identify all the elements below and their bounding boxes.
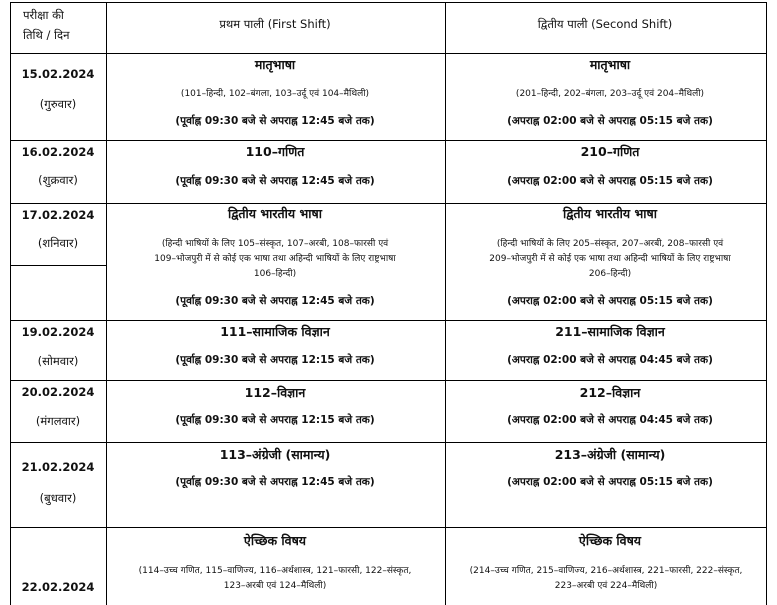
row-divider <box>10 203 767 204</box>
first-shift-subject: ऐच्छिक विषय <box>243 533 307 548</box>
first-shift-codes: (101–हिन्दी, 102–बंगला, 103–उर्दू एवं 104–मैथिली) <box>180 89 370 99</box>
second-shift-subject: 210–गणित <box>580 144 640 159</box>
second-shift-subject: 211–सामाजिक विज्ञान <box>555 324 665 339</box>
row-divider <box>10 140 767 141</box>
row-divider-partial <box>10 265 106 266</box>
first-shift-codes-line2: 109–भोजपुरी में से कोई एक भाषा तथा अहिन्दी भाषियों के लिए राष्ट्रभाषा <box>154 254 396 264</box>
second-shift-time: (अपराह्न 02:00 बजे से अपराह्न 05:15 बजे तक) <box>507 115 713 127</box>
header-date-col-line2: तिथि / दिन <box>23 28 70 42</box>
first-shift-time: (पूर्वाह्न 09:30 बजे से अपराह्न 12:45 बजे तक) <box>175 115 375 127</box>
header-first-shift: प्रथम पाली (First Shift) <box>219 17 331 31</box>
second-shift-time: (अपराह्न 02:00 बजे से अपराह्न 05:15 बजे तक) <box>507 175 713 187</box>
second-shift-codes-line2: 209–भोजपुरी में से कोई एक भाषा तथा अहिन्दी भाषियों के लिए राष्ट्रभाषा <box>489 254 731 264</box>
second-shift-subject: मातृभाषा <box>589 57 631 72</box>
header-second-shift: द्वितीय पाली (Second Shift) <box>537 17 673 31</box>
first-shift-subject: द्वितीय भारतीय भाषा <box>228 206 322 221</box>
first-shift-subject: 110–गणित <box>245 144 305 159</box>
row-divider <box>10 442 767 443</box>
exam-date: 16.02.2024 <box>21 145 95 159</box>
exam-day: (बुधवार) <box>39 491 77 505</box>
second-shift-subject: 213–अंग्रेजी (सामान्य) <box>554 447 666 462</box>
first-shift-time: (पूर्वाह्न 09:30 बजे से अपराह्न 12:15 बजे तक) <box>175 414 375 426</box>
exam-date: 22.02.2024 <box>21 580 95 594</box>
exam-date: 21.02.2024 <box>21 460 95 474</box>
second-shift-time: (अपराह्न 02:00 बजे से अपराह्न 05:15 बजे तक) <box>507 295 713 307</box>
first-shift-codes-line2: 123–अरबी एवं 124–मैथिली) <box>223 581 327 591</box>
exam-day: (मंगलवार) <box>35 414 81 428</box>
first-shift-subject: 113–अंग्रेजी (सामान्य) <box>219 447 331 462</box>
row-divider <box>10 53 767 54</box>
row-divider <box>10 320 767 321</box>
exam-day: (शनिवार) <box>37 236 79 250</box>
first-shift-time: (पूर्वाह्न 09:30 बजे से अपराह्न 12:15 बजे तक) <box>175 354 375 366</box>
second-shift-time: (अपराह्न 02:00 बजे से अपराह्न 05:15 बजे तक) <box>507 476 713 488</box>
exam-date: 17.02.2024 <box>21 208 95 222</box>
header-date-col-line1: परीक्षा की <box>23 8 64 22</box>
row-divider <box>10 527 767 528</box>
first-shift-codes-line1: (114–उच्च गणित, 115–वाणिज्य, 116–अर्थशास्त्र, 121–फारसी, 122–संस्कृत, <box>138 566 412 576</box>
first-shift-time: (पूर्वाह्न 09:30 बजे से अपराह्न 12:45 बजे तक) <box>175 476 375 488</box>
column-divider-2 <box>445 2 446 605</box>
exam-date: 15.02.2024 <box>21 67 95 81</box>
second-shift-codes-line1: (हिन्दी भाषियों के लिए 205–संस्कृत, 207–अरबी, 208–फारसी एवं <box>496 239 724 249</box>
first-shift-time: (पूर्वाह्न 09:30 बजे से अपराह्न 12:45 बजे तक) <box>175 295 375 307</box>
second-shift-subject: द्वितीय भारतीय भाषा <box>563 206 657 221</box>
exam-day: (शुक्रवार) <box>38 173 78 187</box>
exam-day: (सोमवार) <box>37 354 79 368</box>
first-shift-subject: 112–विज्ञान <box>244 385 306 400</box>
second-shift-subject: ऐच्छिक विषय <box>578 533 642 548</box>
table-border-left <box>10 2 11 605</box>
first-shift-subject: मातृभाषा <box>254 57 296 72</box>
column-divider-1 <box>106 2 107 605</box>
first-shift-codes-line1: (हिन्दी भाषियों के लिए 105–संस्कृत, 107–अरबी, 108–फारसी एवं <box>161 239 389 249</box>
second-shift-subject: 212–विज्ञान <box>579 385 641 400</box>
second-shift-codes-line2: 223–अरबी एवं 224–मैथिली) <box>554 581 658 591</box>
second-shift-time: (अपराह्न 02:00 बजे से अपराह्न 04:45 बजे तक) <box>507 354 713 366</box>
row-divider <box>10 380 767 381</box>
exam-date: 20.02.2024 <box>21 385 95 399</box>
first-shift-subject: 111–सामाजिक विज्ञान <box>220 324 330 339</box>
exam-date: 19.02.2024 <box>21 325 95 339</box>
second-shift-time: (अपराह्न 02:00 बजे से अपराह्न 04:45 बजे तक) <box>507 414 713 426</box>
second-shift-codes-line3: 206–हिन्दी) <box>588 269 632 279</box>
second-shift-codes: (201–हिन्दी, 202–बंगला, 203–उर्दू एवं 204–मैथिली) <box>515 89 705 99</box>
exam-day: (गुरुवार) <box>39 97 77 111</box>
table-border-top <box>10 2 767 3</box>
second-shift-codes-line1: (214–उच्च गणित, 215–वाणिज्य, 216–अर्थशास्त्र, 221–फारसी, 222–संस्कृत, <box>469 566 743 576</box>
first-shift-codes-line3: 106–हिन्दी) <box>253 269 297 279</box>
first-shift-time: (पूर्वाह्न 09:30 बजे से अपराह्न 12:45 बजे तक) <box>175 175 375 187</box>
table-border-right <box>766 2 767 605</box>
